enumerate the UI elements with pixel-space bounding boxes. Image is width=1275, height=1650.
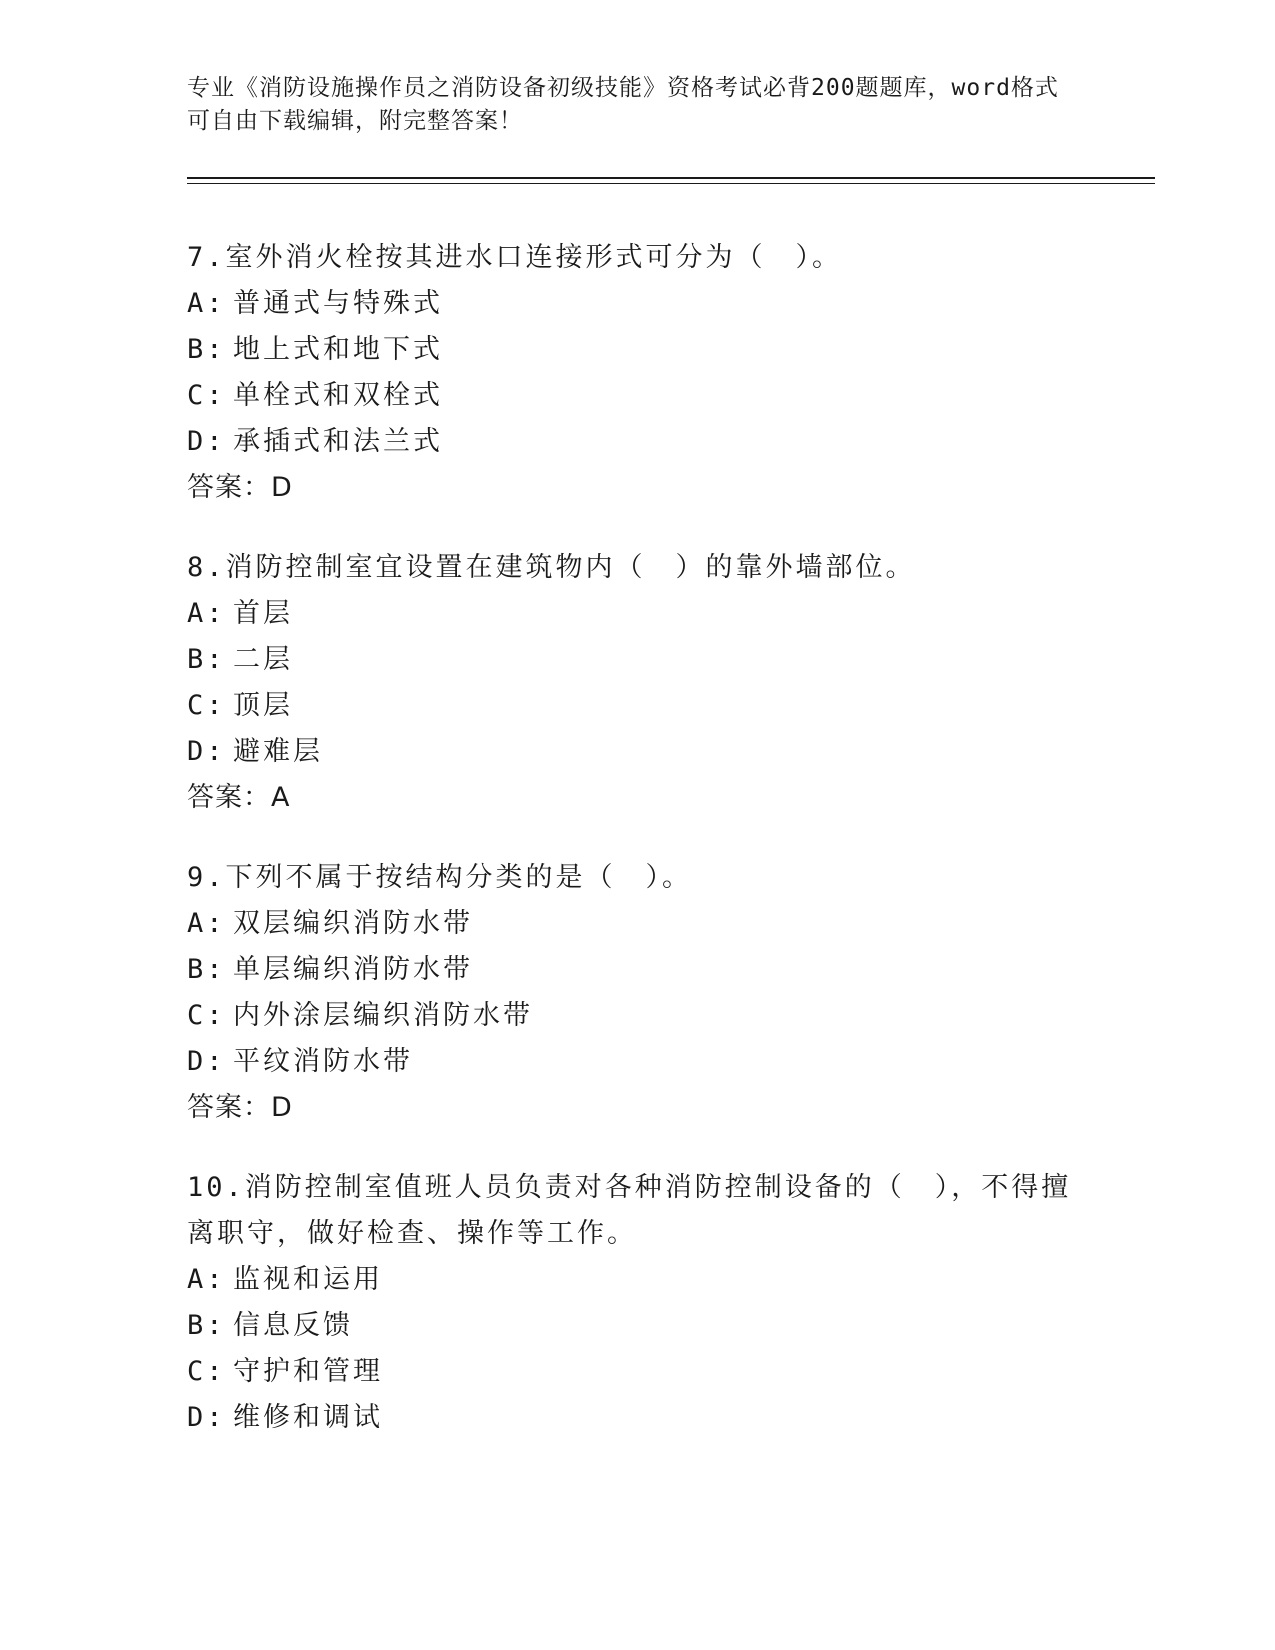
- question-8: [187, 545, 1087, 821]
- header-divider-thick: [187, 177, 1155, 179]
- option-text: 双层编织消防水带: [233, 908, 473, 939]
- document-header: 专业《消防设施操作员之消防设备初级技能》资格考试必背200题题库，word格式可自由下载编辑，附完整答案！: [187, 75, 1059, 134]
- option-text: 二层: [233, 644, 293, 675]
- option-d: [187, 1039, 1087, 1085]
- option-label: C:: [187, 690, 226, 721]
- question-7: [187, 235, 1087, 511]
- option-label: B:: [187, 644, 226, 675]
- option-text: 内外涂层编织消防水带: [233, 1000, 533, 1031]
- option-text: 顶层: [233, 690, 293, 721]
- option-a: [187, 281, 1087, 327]
- option-text: 避难层: [233, 736, 323, 767]
- option-text: 首层: [233, 598, 293, 629]
- option-text: 地上式和地下式: [233, 334, 443, 365]
- answer-line: 答案：D: [187, 472, 293, 503]
- option-b: [187, 637, 1087, 683]
- option-label: C:: [187, 1000, 226, 1031]
- option-d: [187, 419, 1087, 465]
- answer-line: 答案：D: [187, 1092, 293, 1123]
- question-stem: 10.消防控制室值班人员负责对各种消防控制设备的（ ），不得擅离职守，做好检查、操作等工作。: [187, 1172, 1072, 1249]
- option-text: 监视和运用: [233, 1264, 383, 1295]
- question-stem: 8.消防控制室宜设置在建筑物内（ ）的靠外墙部位。: [187, 552, 916, 583]
- option-label: D:: [187, 1402, 226, 1433]
- option-label: A:: [187, 598, 226, 629]
- option-label: C:: [187, 1356, 226, 1387]
- question-list: [187, 235, 1087, 1475]
- option-text: 守护和管理: [233, 1356, 383, 1387]
- option-label: A:: [187, 288, 226, 319]
- option-b: [187, 947, 1087, 993]
- question-stem: 7.室外消火栓按其进水口连接形式可分为（ ）。: [187, 242, 843, 273]
- option-label: D:: [187, 1046, 226, 1077]
- answer-line: 答案：A: [187, 782, 291, 813]
- option-c: [187, 373, 1087, 419]
- option-label: B:: [187, 1310, 226, 1341]
- option-c: [187, 1349, 1087, 1395]
- option-b: [187, 327, 1087, 373]
- option-label: B:: [187, 334, 226, 365]
- option-c: [187, 993, 1087, 1039]
- option-text: 承插式和法兰式: [233, 426, 443, 457]
- option-d: [187, 729, 1087, 775]
- option-text: 普通式与特殊式: [233, 288, 443, 319]
- option-a: [187, 1257, 1087, 1303]
- question-9: [187, 855, 1087, 1131]
- option-text: 平纹消防水带: [233, 1046, 413, 1077]
- option-c: [187, 683, 1087, 729]
- option-label: D:: [187, 736, 226, 767]
- option-text: 单栓式和双栓式: [233, 380, 443, 411]
- option-b: [187, 1303, 1087, 1349]
- header-divider-thin: [187, 183, 1155, 184]
- question-10: [187, 1165, 1087, 1441]
- option-label: A:: [187, 908, 226, 939]
- option-label: B:: [187, 954, 226, 985]
- option-text: 单层编织消防水带: [233, 954, 473, 985]
- option-label: A:: [187, 1264, 226, 1295]
- option-label: D:: [187, 426, 226, 457]
- option-label: C:: [187, 380, 226, 411]
- option-a: [187, 591, 1087, 637]
- option-d: [187, 1395, 1087, 1441]
- question-stem: 9.下列不属于按结构分类的是（ ）。: [187, 862, 693, 893]
- option-text: 维修和调试: [233, 1402, 383, 1433]
- option-a: [187, 901, 1087, 947]
- option-text: 信息反馈: [233, 1310, 353, 1341]
